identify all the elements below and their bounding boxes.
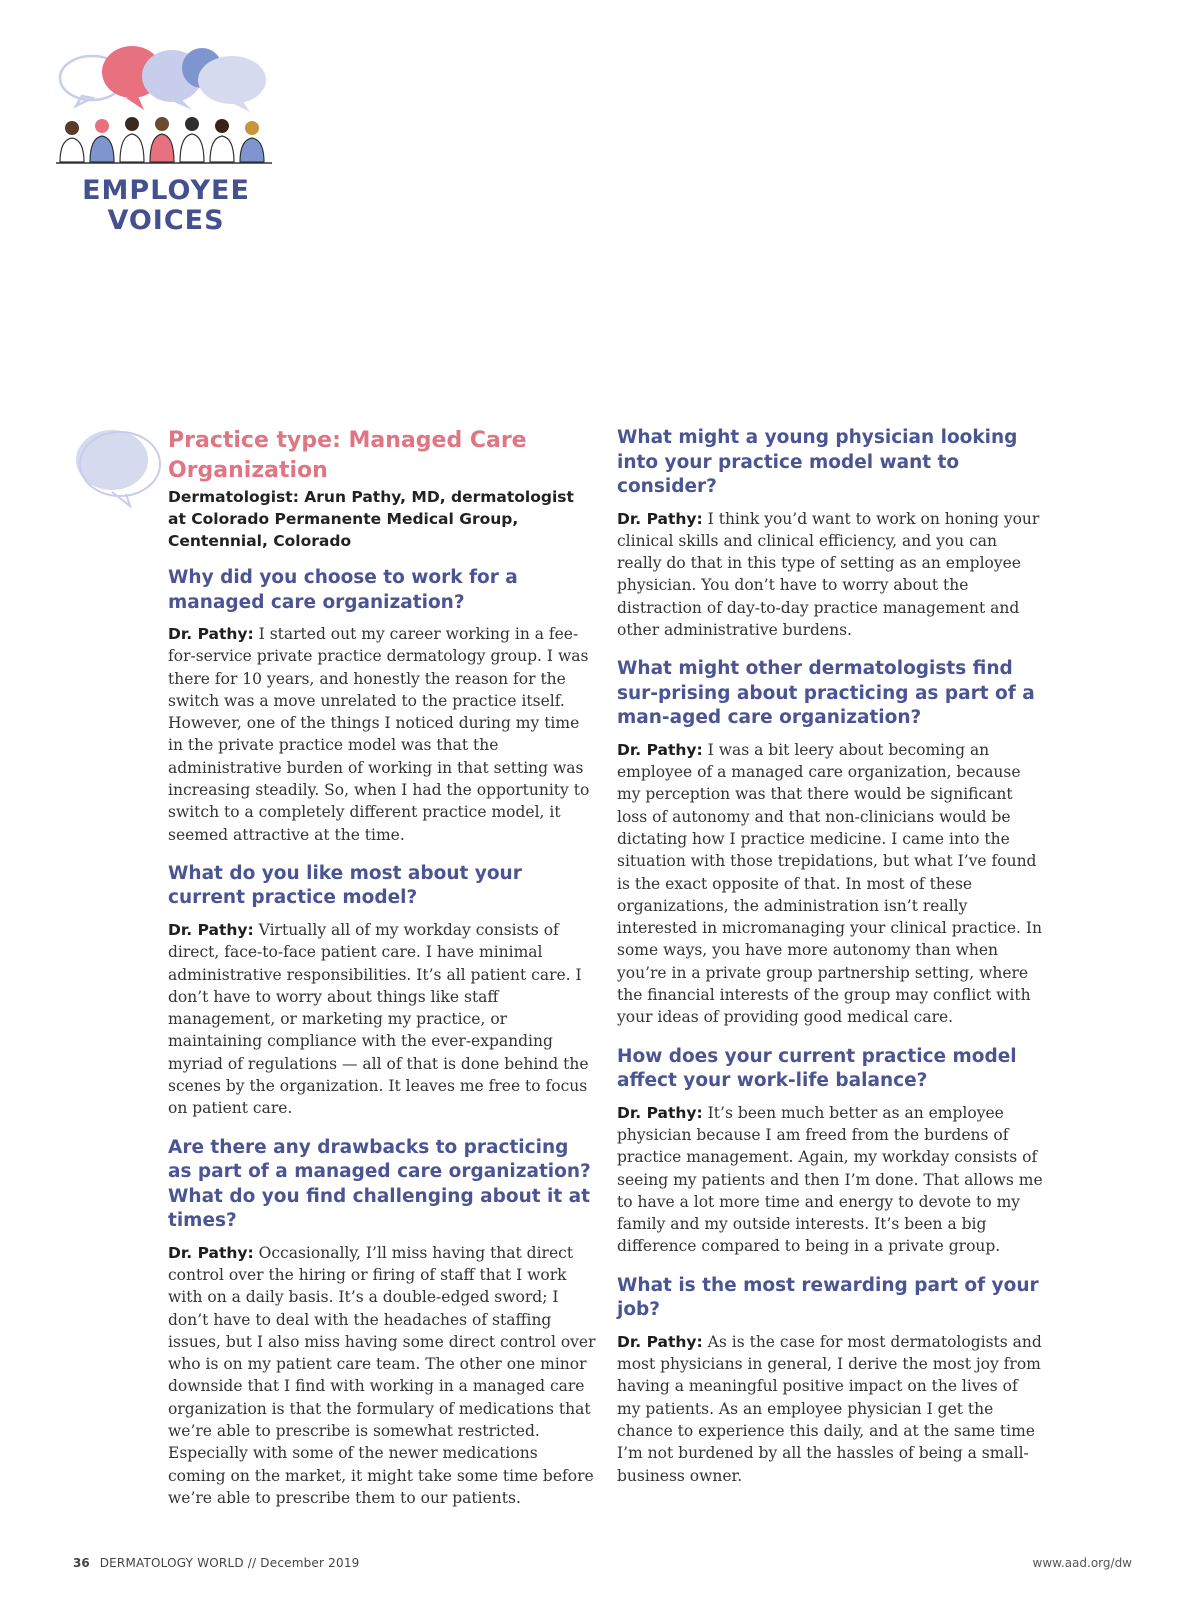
question-heading: Are there any drawbacks to practicing as part of a managed care organization? What do you find challenging about it at times? xyxy=(168,1136,591,1232)
answer-paragraph xyxy=(617,1102,1045,1258)
question-heading: Why did you choose to work for a managed care organization? xyxy=(168,567,518,613)
question-heading: What might other dermatologists find sur-prising about practicing as part of a man-aged care organization? xyxy=(617,658,1035,729)
speaker-label: Dr. Pathy: xyxy=(168,920,254,939)
employee-voices-illustration xyxy=(52,40,278,172)
qa-block xyxy=(617,1045,1045,1258)
question-heading: How does your current practice model affect your work-life balance? xyxy=(617,1045,1017,1092)
qa-block xyxy=(168,862,596,1120)
answer-text: Virtually all of my workday consists of direct, face-to-face patient care. I have minimal administrative responsibilities. It’s all patient care. I don’t have to worry about things like staff management, or marketing my practice, or maintaining compliance with the ever-expanding myriad of regulations — all of that is done behind the scenes by the organization. It leaves me free to focus on patient care. xyxy=(168,920,589,1118)
answer-paragraph xyxy=(168,1242,596,1510)
answer-text: I think you’d want to work on honing your clinical skills and clinical efficiency, and you can really do that in this type of setting as an employee physician. You don’t have to worry about the distraction of day-to-day practice management and other administrative burdens. xyxy=(617,509,1040,639)
logo-title-line2: VOICES xyxy=(107,205,225,236)
qa-block xyxy=(168,566,596,846)
speaker-label: Dr. Pathy: xyxy=(168,1243,254,1262)
speech-bubble-icon xyxy=(198,56,266,104)
answer-paragraph xyxy=(617,739,1045,1029)
healthcare-workers-icon xyxy=(60,117,264,162)
answer-text: I was a bit leery about becoming an employee of a managed care organization, because my perception was that there would be significant loss of autonomy and that non-clinicians would be dictating how I practice medicine. I came into the situation with those trepidations, but what I’ve found is the exact opposite of that. In most of these organizations, the administration isn’t really interested in micromanaging your clinical practice. In some ways, you have more autonomy than when you’re in a private group partnership setting, where the financial interests of the group may conflict with your ideas of providing good medical care. xyxy=(617,740,1042,1027)
article-left-column xyxy=(168,426,596,1525)
answer-paragraph xyxy=(617,1331,1045,1487)
qa-block xyxy=(617,657,1045,1028)
byline: Dermatologist: Arun Pathy, MD, dermatologist at Colorado Permanente Medical Group, Centennial, Colorado xyxy=(168,488,574,550)
qa-block xyxy=(617,1274,1045,1487)
footer-url[interactable]: www.aad.org/dw xyxy=(1032,1556,1132,1570)
answer-paragraph xyxy=(168,919,596,1120)
speaker-label: Dr. Pathy: xyxy=(617,1103,703,1122)
answer-text: It’s been much better as an employee physician because I am freed from the burdens of practice management. Again, my workday consists of seeing my patients and then I’m done. That allows me to have a lot more time and energy to devote to my family and my outside interests. It’s been a big difference compared to being in a private group. xyxy=(617,1103,1043,1256)
answer-text: As is the case for most dermatologists and most physicians in general, I derive the most joy from having a meaningful positive impact on the lives of my patients. As an employee physician I get the chance to experience this daily, and at the same time I’m not burdened by all the hassles of being a small-business owner. xyxy=(617,1332,1042,1485)
answer-paragraph xyxy=(168,623,596,846)
qa-block xyxy=(168,1136,596,1510)
answer-paragraph xyxy=(617,508,1045,642)
speaker-label: Dr. Pathy: xyxy=(168,625,254,643)
footer-folio xyxy=(73,1556,360,1570)
article-right-column xyxy=(617,426,1045,1503)
question-heading: What do you like most about your current practice model? xyxy=(168,862,522,909)
question-heading: What is the most rewarding part of your job? xyxy=(617,1274,1039,1321)
speaker-label: Dr. Pathy: xyxy=(617,1332,703,1351)
speech-bubble-icon xyxy=(68,424,172,512)
question-heading: What might a young physician looking into your practice model want to consider? xyxy=(617,427,1018,497)
section-logo-title xyxy=(66,176,266,236)
answer-text: I started out my career working in a fee-for-service private practice dermatology group. I was there for 10 years, and honestly the reason for the switch was a move unrelated to the practice itself. However, one of the things I noticed during my time in the private practice model was that the administrative burden of working in that setting was increasing steadily. So, when I had the opportunity to switch to a completely different practice model, it seemed attractive at the time. xyxy=(168,625,590,844)
publication-name: DERMATOLOGY WORLD // December 2019 xyxy=(99,1556,360,1570)
qa-block xyxy=(617,426,1045,641)
logo-title-line1: EMPLOYEE xyxy=(82,175,250,206)
answer-text: Occasionally, I’ll miss having that direct control over the hiring or firing of staff that I work with on a daily basis. It’s a double-edged sword; I don’t have to deal with the headaches of staffing issues, but I also miss having some direct control over who is on my patient care team. The other one minor downside that I find with working in a managed care organization is that the formulary of medications that we’re able to prescribe is somewhat restricted. Especially with some of the newer medications coming on the market, it might take some time before we’re able to prescribe them to our patients. xyxy=(168,1243,596,1507)
speaker-label: Dr. Pathy: xyxy=(617,509,703,528)
page-number: 36 xyxy=(73,1556,90,1570)
speaker-label: Dr. Pathy: xyxy=(617,740,703,759)
practice-type-title: Practice type: Managed Care Organization xyxy=(168,428,527,483)
